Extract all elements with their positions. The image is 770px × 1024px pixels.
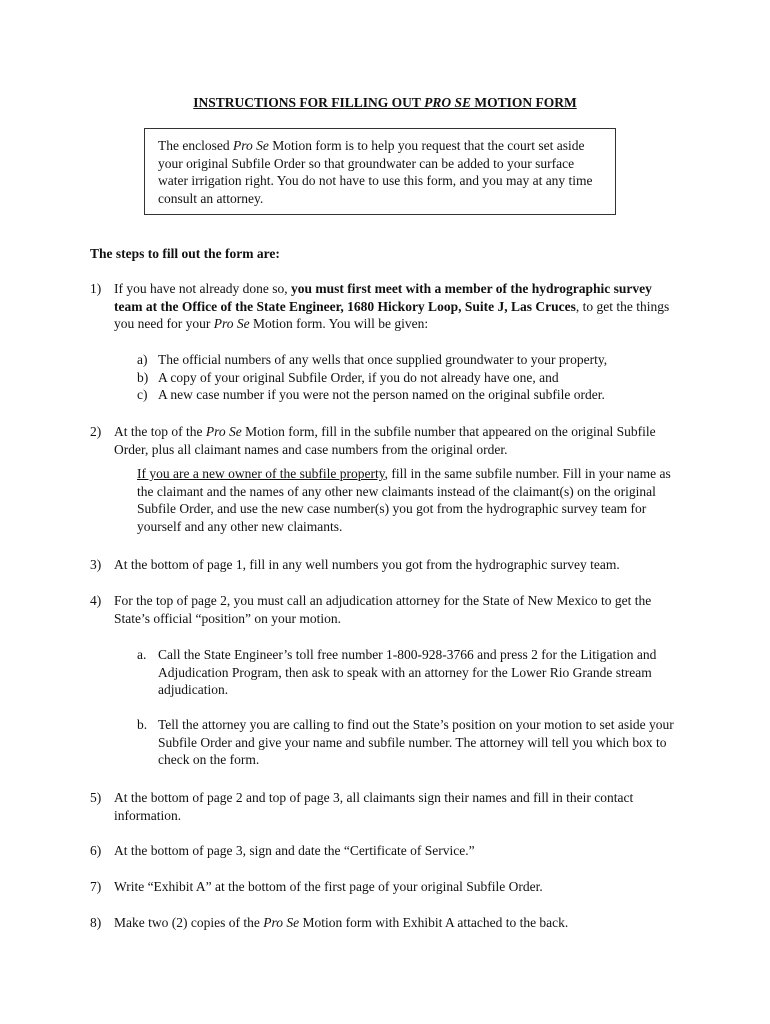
step-number: 8): [90, 915, 102, 930]
page-title: INSTRUCTIONS FOR FILLING OUT PRO SE MOTION FORM: [193, 95, 577, 110]
step-5: 5) At the bottom of page 2 and top of page 3, all claimants sign their names and fill in their contact information.: [90, 790, 634, 823]
step-1-items: [137, 351, 677, 404]
step-number: 4): [90, 593, 102, 608]
steps-heading: The steps to fill out the form are:: [90, 246, 280, 261]
step-4-item-a: a. Call the State Engineer’s toll free number 1-800-928-3766 and press 2 for the Litigation and Adjudication Program, then ask to speak with an attorney for the Lower Rio Grande stream adjudication.: [137, 647, 657, 697]
step-number: 7): [90, 879, 102, 894]
step-4-item-b: b. Tell the attorney you are calling to find out the State’s position on your motion to set aside your Subfile Order and give your name and subfile number. The attorney will tell you which box to check on the form.: [137, 717, 674, 767]
step-number: 2): [90, 424, 102, 439]
step-number: 6): [90, 843, 102, 858]
step-1: 1) If you have not already done so, you must first meet with a member of the hydrographic survey team at the Office of the State Engineer, 1680 Hickory Loop, Suite J, Las Cruces, to get the things you need for your Pro Se Motion form. You will be given:: [90, 281, 670, 331]
list-item: a) The official numbers of any wells that once supplied groundwater to your property,: [137, 352, 608, 367]
step-6: 6) At the bottom of page 3, sign and date the “Certificate of Service.”: [90, 843, 475, 858]
step-number: 3): [90, 557, 102, 572]
step-number: 5): [90, 790, 102, 805]
step-2: 2) At the top of the Pro Se Motion form, fill in the subfile number that appeared on the original Subfile Order, plus all claimant names and case numbers from the original order.: [90, 424, 656, 457]
step-number: 1): [90, 281, 102, 296]
step-4: 4) For the top of page 2, you must call an adjudication attorney for the State of New Mexico to get the State’s official “position” on your motion.: [90, 593, 652, 626]
new-owner-note: If you are a new owner of the subfile property, fill in the same subfile number. Fill in your name as the claimant and the names of any other new claimants instead of the claimant(s) on the original Subfile Order, and use the new case number(s) you got from the hydrographic survey team for yourself and any other new claimants.: [137, 466, 671, 534]
list-item: b) A copy of your original Subfile Order, if you do not already have one, and: [137, 369, 559, 385]
step-7: 7) Write “Exhibit A” at the bottom of the first page of your original Subfile Order.: [90, 879, 543, 894]
step-8: 8) Make two (2) copies of the Pro Se Motion form with Exhibit A attached to the back.: [90, 915, 569, 930]
step-3: 3) At the bottom of page 1, fill in any well numbers you got from the hydrographic survey team.: [90, 557, 620, 572]
intro-box: The enclosed Pro Se Motion form is to help you request that the court set aside your original Subfile Order so that groundwater can be added to your surface water irrigation right. You do not have to use this form, and you may at any time consult an attorney.: [144, 128, 616, 215]
list-item: c) A new case number if you were not the person named on the original subfile order.: [137, 387, 605, 402]
